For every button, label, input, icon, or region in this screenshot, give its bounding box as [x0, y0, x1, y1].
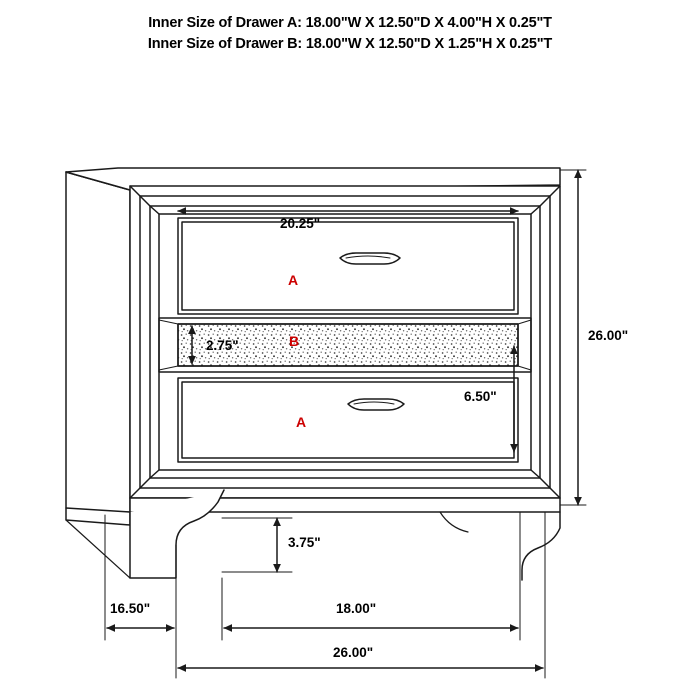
dim-leg-height: 3.75": [288, 535, 321, 550]
drawer-label-b: B: [289, 333, 300, 349]
dim-lower-drawer-height: 6.50": [464, 389, 497, 404]
dim-right-height: 26.00": [588, 328, 629, 343]
dim-top-width: 20.25": [280, 216, 321, 231]
header-line-2: Inner Size of Drawer B: 18.00"W X 12.50"D X 1.25"H X 0.25"T: [147, 36, 553, 52]
header-line-1: Inner Size of Drawer A: 18.00"W X 12.50"D X 4.00"H X 0.25"T: [148, 15, 552, 31]
drawer-label-a-bottom: A: [296, 414, 307, 430]
dim-overall-width: 26.00": [333, 645, 374, 660]
dim-inner-base-width: 18.00": [336, 601, 377, 616]
dim-drawer-b-height: 2.75": [206, 338, 239, 353]
drawer-label-a-top: A: [288, 272, 299, 288]
dim-side-depth: 16.50": [110, 601, 151, 616]
